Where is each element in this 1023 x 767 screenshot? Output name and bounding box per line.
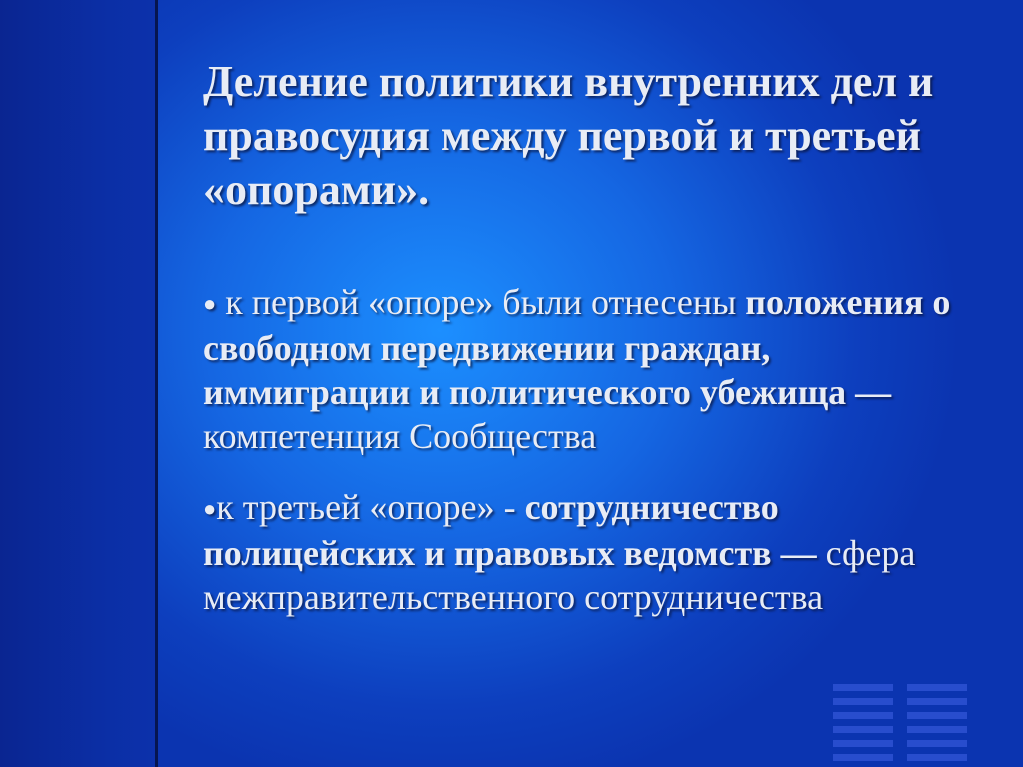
bullet-bold-text: положения о свободном передвижении граждан, иммиграции и политического убежища — — [203, 282, 951, 412]
bullet-tail-text: компетенция Сообщества — [203, 416, 597, 456]
bullet-third-pillar — [203, 485, 963, 619]
left-sidebar-band — [0, 0, 156, 767]
bullet-lead-text: к третьей «опоре» - — [216, 487, 525, 527]
slide-title: Деление политики внутренних дел и правосудия между первой и третьей «опорами». — [203, 57, 934, 214]
left-divider-line — [155, 0, 158, 767]
bullet-tail-text: сфера межправительственного сотрудничества — [203, 533, 916, 617]
bullet-dot-icon: ● — [203, 291, 217, 316]
bullet-dot-icon: ● — [203, 496, 217, 521]
bullet-first-pillar — [203, 280, 963, 458]
bullet-bold-text: сотрудничество полицейских и правовых ведомств — — [203, 487, 817, 573]
bullet-lead-text: к первой «опоре» были отнесены — [216, 282, 737, 322]
